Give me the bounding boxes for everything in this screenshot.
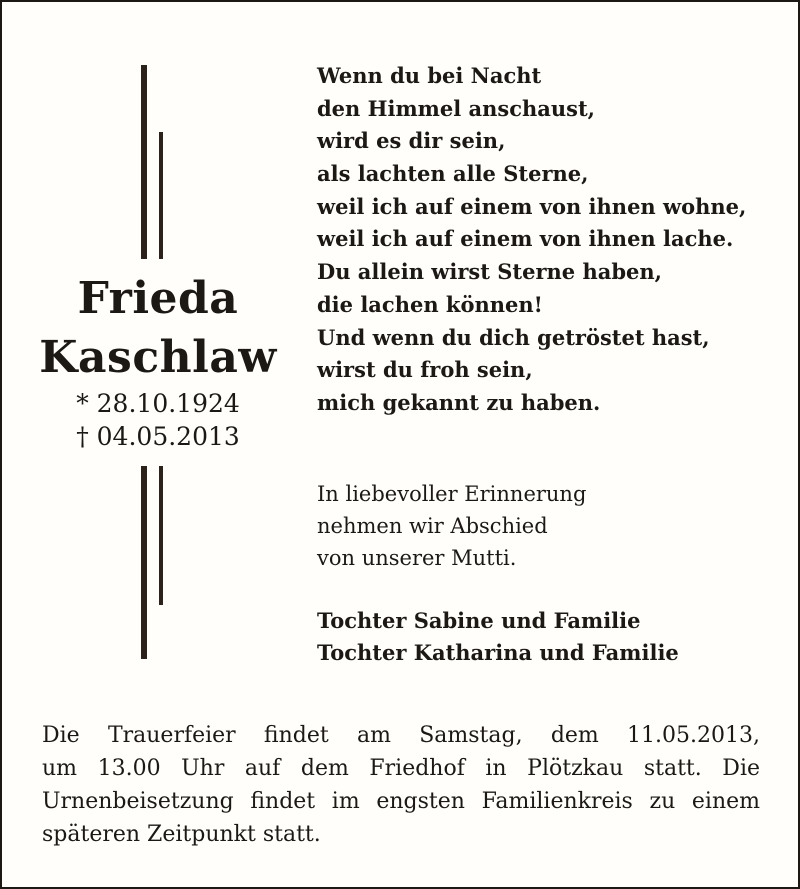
poem-line: wird es dir sein, — [317, 128, 506, 154]
poem-line: als lachten alle Sterne, — [317, 161, 589, 187]
poem-line: den Himmel anschaust, — [317, 95, 595, 121]
memorial-line: von unserer Mutti. — [317, 546, 517, 570]
poem-line: Du allein wirst Sterne haben, — [317, 259, 662, 285]
signer-line: Tochter Katharina und Familie — [317, 640, 679, 665]
poem-line: Wenn du bei Nacht — [317, 63, 542, 88]
top-left-bar — [141, 65, 147, 259]
poem-line: weil ich auf einem von ihnen wohne, — [317, 193, 747, 219]
poem-line: weil ich auf einem von ihnen lache. — [317, 226, 734, 252]
notice-line: späteren Zeitpunkt statt. — [42, 822, 321, 847]
memorial-line: nehmen wir Abschied — [317, 514, 548, 538]
signers — [317, 605, 787, 669]
poem-line: mich gekannt zu haben. — [317, 389, 601, 415]
death-date: † 04.05.2013 — [76, 422, 240, 451]
poem-line: die lachen können! — [317, 291, 543, 317]
notice-line: Die Trauerfeier findet am Samstag, dem 11.05.2013, — [42, 723, 760, 748]
notice-line: um 13.00 Uhr auf dem Friedhof in Plötzkau statt. Die — [42, 756, 760, 781]
first-name: Frieda — [77, 273, 239, 324]
poem-line: wirst du froh sein, — [317, 357, 533, 383]
birth-date: * 28.10.1924 — [76, 389, 240, 418]
notice-line: Urnenbeisetzung findet im engsten Familienkreis zu einem — [42, 789, 760, 814]
poem — [317, 60, 787, 420]
funeral-notice — [42, 719, 760, 851]
poem-line: Und wenn du dich getröstet hast, — [317, 324, 710, 350]
top-right-bar — [159, 132, 163, 259]
last-name: Kaschlaw — [39, 332, 277, 383]
bottom-left-bar — [141, 466, 147, 659]
memorial-text — [317, 478, 787, 574]
memorial-line: In liebevoller Erinnerung — [317, 482, 587, 506]
bottom-right-bar — [159, 466, 163, 605]
signer-line: Tochter Sabine und Familie — [317, 608, 641, 633]
